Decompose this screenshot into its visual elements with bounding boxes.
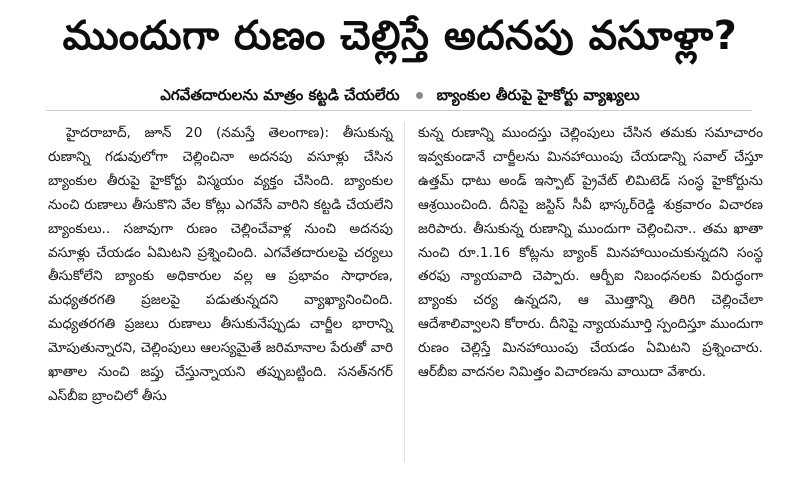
subheadline-part-1: ఎగవేతదారులను మాత్రం కట్టడి చేయలేరు: [160, 86, 400, 104]
article-body-column-right: కున్న రుణాన్ని ముందస్తు చెల్లింపులు చేసిన తమకు సమాచారం ఇవ్వకుండానే చార్జీలను మినహాయింపు చేయడాన్ని సవాల్ చేస్తూ ఉత్తమ్ ధాటు అండ్ ఇస్పాట్ ప్రైవేట్ లిమిటెడ్ సంస్థ హైకోర్టును ఆశ్రయించింది. దీనిపై జస్టిస్ సీవీ భాస్కర్‌రెడ్డి శుక్రవారం విచారణ జరిపారు. తీసుకున్న రుణాన్ని ముందుగా చెల్లించినా.. తమ ఖాతా నుంచి రూ.1.16 కోట్లను బ్యాంక్ మినహాయించుకున్నదని సంస్థ తరఫు న్యాయవాది చెప్పారు. ఆర్బీఐ నిబంధనలకు విరుద్ధంగా బ్యాంకు చర్య ఉన్నదని, ఆ మొత్తాన్ని తిరిగి చెల్లించేలా ఆదేశాలివ్వాలని కోరారు. దీనిపై న్యాయమూర్తి స్పందిస్తూ ముందుగా రుణం చెల్లిస్తే మినహాయింపు చేయడం ఏమిటని ప్రశ్నించారు. ఆర్‌బీఐ వాదనల నిమిత్తం విచారణను వాయిదా వేశారు.: [418, 125, 763, 381]
article-subheadline: [0, 82, 800, 108]
subheadline-part-2: బ్యాంకుల తీరుపై హైకోర్టు వ్యాఖ్యలు: [436, 86, 640, 104]
article-body-column-left: హైదరాబాద్, జూన్ 20 (నమస్తే తెలంగాణ): తీసుకున్న రుణాన్ని గడువులోగా చెల్లించినా అదనపు వసూళ్లు చేసిన బ్యాంకుల తీరుపై హైకోర్టు విస్మయం వ్యక్తం చేసింది. బ్యాంకుల నుంచి రుణాలు తీసుకొని వేల కోట్లు ఎగవేసే వారిని కట్టడి చేయలేని బ్యాంకులు.. సజావుగా రుణం చెల్లించేవాళ్ల నుంచి అదనపు వసూళ్లు చేయడం ఏమిటని ప్రశ్నించింది. ఎగవేతదారులపై చర్యలు తీసుకోలేని బ్యాంకు అధికారుల వల్ల ఆ ప్రభావం సాధారణ, మధ్యతరగతి ప్రజలపై పడుతున్నదని వ్యాఖ్యానించింది. మధ్యతరగతి ప్రజలు రుణాలు తీసుకునేప్పుడు చార్జీల భారాన్ని మోపుతున్నారని, చెల్లింపులు ఆలస్యమైతే జరిమానాల పేరుతో వారి ఖాతాల నుంచి జప్తు చేస్తున్నాయని తప్పుబట్టింది. సనత్‌నగర్ ఎస్‌బీఐ బ్రాంచిలో తీసు: [48, 125, 393, 404]
header-divider: [46, 110, 752, 111]
article-headline: ముందుగా రుణం చెల్లిస్తే అదనపు వసూళ్లా?: [62, 13, 738, 59]
column-divider: [404, 122, 405, 462]
bullet-separator-icon: [416, 92, 423, 99]
